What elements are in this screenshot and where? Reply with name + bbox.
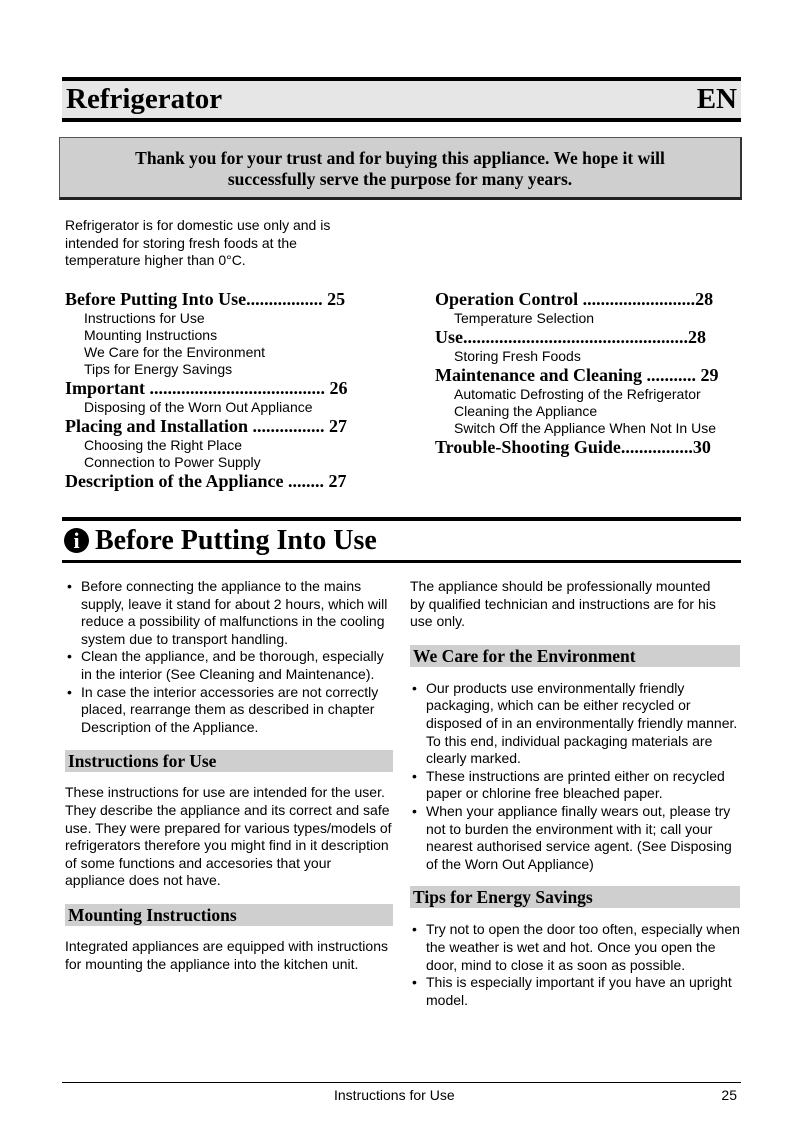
toc-subentry: Choosing the Right Place: [84, 437, 242, 453]
mounting-heading: Mounting Instructions: [65, 904, 393, 926]
energy-bullets: [410, 921, 740, 1009]
language-code: EN: [696, 83, 737, 115]
bullet-item: • Before connecting the appliance to the mains supply, leave it stand for about 2 hours, which will reduce a possibility of malfunctions in the cooling system due to transport handling.: [65, 578, 393, 648]
instructions-heading: Instructions for Use: [65, 750, 393, 772]
thank-you-box: Thank you for your trust and for buying this appliance. We hope it will successfully serve the purpose for many years.: [59, 137, 742, 200]
toc-entry: Placing and Installation ................ 27: [65, 416, 348, 436]
toc-subentry: Cleaning the Appliance: [454, 403, 598, 419]
toc-entry: Important ....................................... 26: [65, 378, 348, 398]
toc-subentry: Instructions for Use: [84, 310, 205, 326]
right-column: [410, 578, 740, 1009]
instructions-text: These instructions for use are intended for the user. They describe the appliance and its correct and safe use. They were prepared for various types/models of refrigerators therefore you might find in it description of some functions and accesories that your appliance does not have.: [65, 784, 392, 889]
left-column: [65, 578, 393, 973]
toc-subentry: We Care for the Environment: [84, 344, 266, 360]
toc-left: [65, 289, 375, 492]
page-number: 25: [721, 1087, 737, 1103]
mounting-text: Integrated appliances are equipped with instructions for mounting the appliance into the kitchen unit.: [65, 937, 388, 972]
environment-bullets: [410, 680, 740, 874]
info-icon: i: [64, 528, 89, 553]
page-title: Refrigerator: [66, 83, 223, 115]
section-heading: [62, 517, 741, 563]
footer-label: Instructions for Use: [334, 1087, 455, 1103]
toc-entry: Operation Control .........................28: [435, 289, 714, 309]
toc-subentry: Temperature Selection: [454, 310, 595, 326]
bullet-item: • These instructions are printed either on recycled paper or chlorine free bleached paper.: [410, 768, 740, 803]
bullet-item: • Clean the appliance, and be thorough, especially in the interior (See Cleaning and Maintenance).: [65, 648, 393, 683]
toc-subentry: Automatic Defrosting of the Refrigerator: [454, 386, 701, 402]
bullet-item: • Try not to open the door too often, especially when the weather is wet and hot. Once you open the door, mind to close it as soon as possible.: [410, 921, 740, 974]
toc-right: [435, 289, 735, 458]
bullet-item: • In case the interior accessories are not correctly placed, rearrange them as described in chapter Description of the Appliance.: [65, 684, 393, 737]
toc-subentry: Switch Off the Appliance When Not In Use: [454, 420, 716, 436]
bullet-item: • Our products use environmentally friendly packaging, which can be either recycled or disposed of in an environmentally friendly manner. To this end, individual packaging materials are clearly marked.: [410, 680, 740, 768]
toc-subentry: Mounting Instructions: [84, 327, 218, 343]
toc-entry: Use..................................................28: [435, 327, 706, 347]
toc-entry: Before Putting Into Use................. 25: [65, 289, 346, 309]
title-bar: [62, 77, 741, 122]
section-title: Before Putting Into Use: [95, 524, 377, 556]
toc-subentry: Disposing of the Worn Out Appliance: [84, 399, 313, 415]
page-footer: [62, 1082, 741, 1103]
energy-heading: Tips for Energy Savings: [410, 886, 740, 908]
intro-text: Refrigerator is for domestic use only and is intended for storing fresh foods at the temperature higher than 0°C.: [65, 217, 331, 269]
toc-entry: Description of the Appliance ........ 27: [65, 471, 347, 491]
toc-entry: Trouble-Shooting Guide................30: [435, 437, 711, 457]
toc-entry: Maintenance and Cleaning ........... 29: [435, 365, 719, 385]
toc-subentry: Tips for Energy Savings: [84, 361, 233, 377]
bullet-item: • When your appliance finally wears out, please try not to burden the environment with it; call your nearest authorised service agent. (See Disposing of the Worn Out Appliance): [410, 803, 740, 873]
toc-subentry: Storing Fresh Foods: [454, 348, 581, 364]
toc-subentry: Connection to Power Supply: [84, 454, 261, 470]
environment-heading: We Care for the Environment: [410, 645, 740, 667]
right-intro-text: The appliance should be professionally mounted by qualified technician and instructions are for his use only.: [410, 578, 716, 630]
left-bullets: [65, 578, 393, 736]
bullet-item: • This is especially important if you have an upright model.: [410, 974, 740, 1009]
